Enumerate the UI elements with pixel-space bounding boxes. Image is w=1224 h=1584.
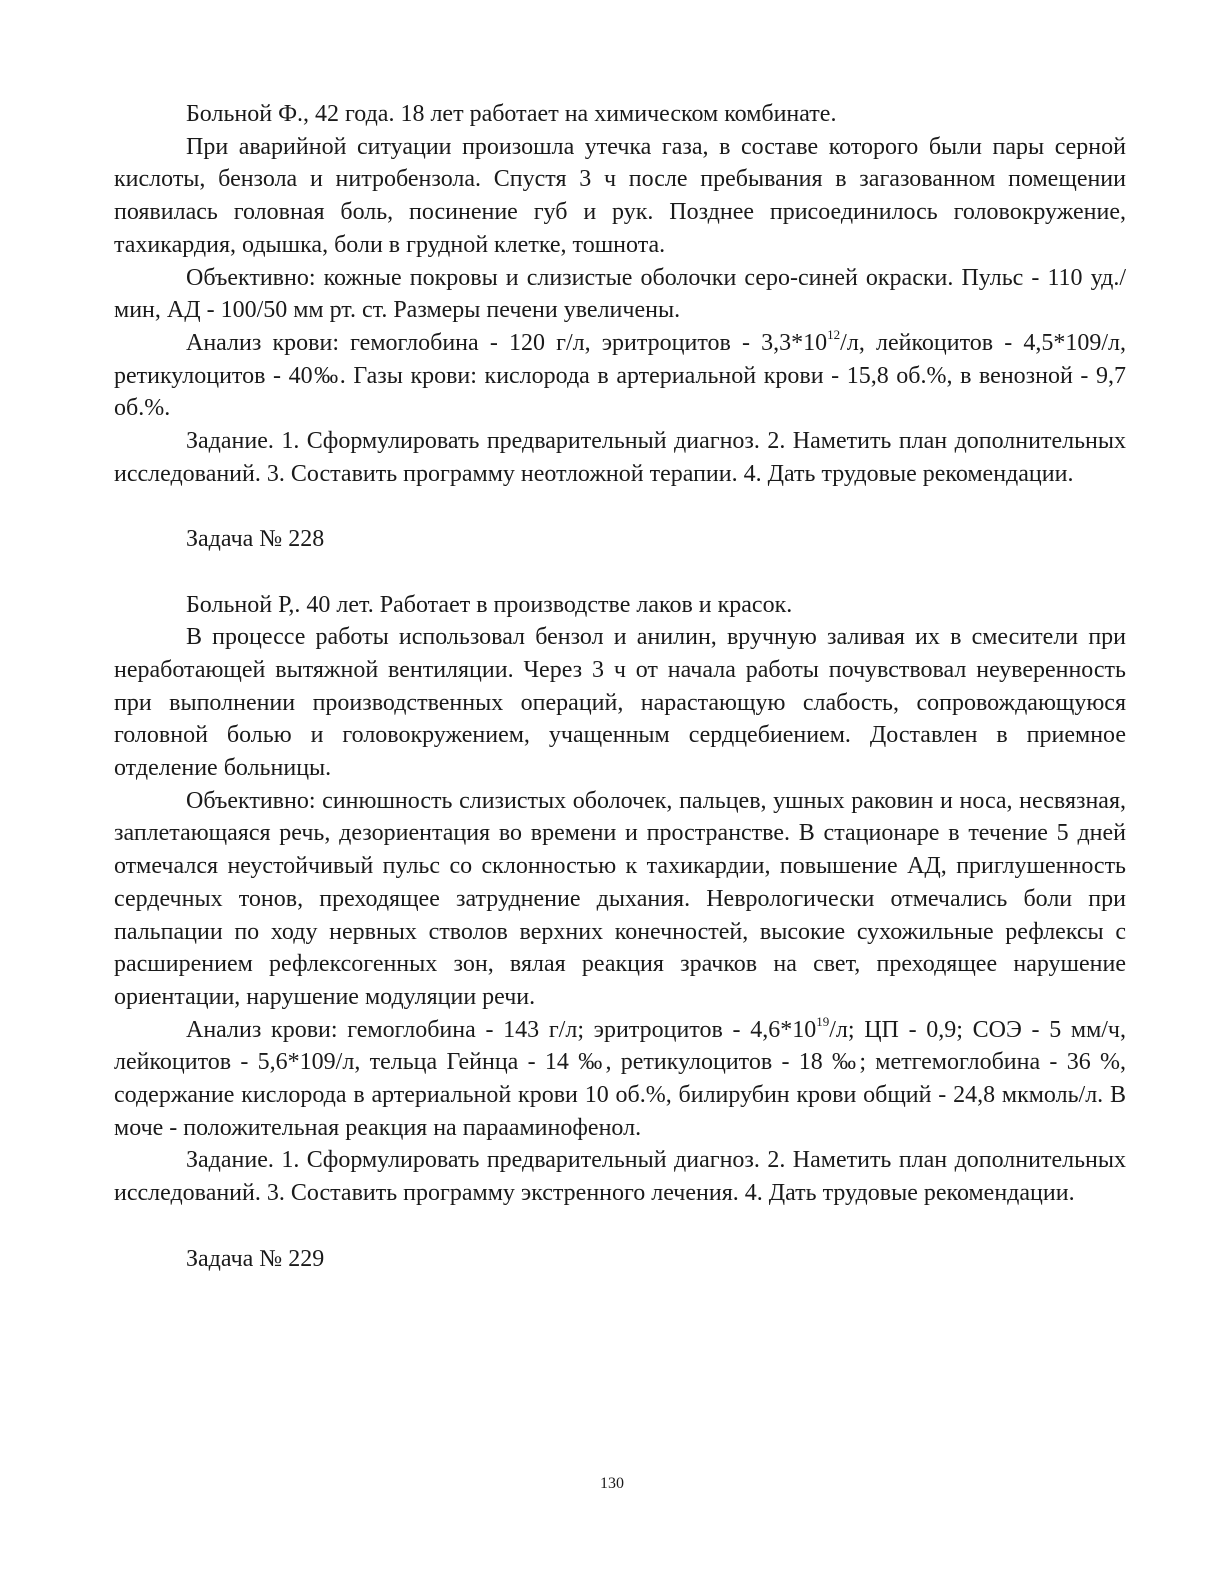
case2-objective: Объективно: синюшность слизистых оболочек, пальцев, ушных раковин и носа, несвязная, заплетающаяся речь, дезориентация во времени и пространстве. В стационаре в течение 5 дней отмечался неустойчивый пульс со склонностью к тахикардии, повышение АД, приглушенность сердечных тонов, преходящее затруднение дыхания. Неврологически отмечались боли при пальпации по ходу нервных стволов верхних конечностей, высокие сухожильные рефлексы с расширением рефлексогенных зон, вялая реакция зрачков на свет, преходящее нарушение ориентации, нарушение модуляции речи. — [114, 787, 1126, 1010]
task-heading-228: Задача № 228 — [186, 526, 325, 553]
case1-history: При аварийной ситуации произошла утечка газа, в составе которого были пары серной кислоты, бензола и нитробензола. Спустя 3 ч после пребывания в загазованном помещении появилась головная боль, посинение губ и рук. Позднее присоединилось головокружение, тахикардия, одышка, боли в грудной клетке, тошнота. — [114, 133, 1126, 258]
document-page — [114, 98, 1126, 1275]
spacer — [114, 1210, 1126, 1243]
case2-blood-text-a: Анализ крови: гемоглобина - 143 г/л; эритроцитов - 4,6*10 — [186, 1016, 817, 1043]
case1-blood-text-b: /л, лейкоцитов - 4,5*109/л, ретикулоцитов - 40‰. Газы крови: кислорода в артериальной крови - 15,8 об.%, в венозной - 9,7 об.%. — [114, 329, 1127, 422]
case2-task: Задание. 1. Сформулировать предварительный диагноз. 2. Наметить план дополнительных исследований. 3. Составить программу экстренного лечения. 4. Дать трудовые рекомендации. — [114, 1147, 1126, 1207]
case2-blood-exponent: 19 — [816, 1013, 830, 1029]
case1-blood-analysis — [114, 327, 1126, 425]
case1-objective: Объективно: кожные покровы и слизистые оболочки серо-синей окраски. Пульс - 110 уд./мин, АД - 100/50 мм рт. ст. Размеры печени увеличены. — [114, 264, 1126, 324]
case2-blood-text-b: /л; ЦП - 0,9; СОЭ - 5 мм/ч, лейкоцитов - 5,6*109/л, тельца Гейнца - 14 ‰, ретикулоцитов - 18 ‰; метгемоглобина - 36 %, содержание кислорода в артериальной крови 10 об.%, билирубин крови общий - 24,8 мкмоль/л. В моче - положительная реакция на парааминофенол. — [114, 1016, 1126, 1141]
page-number: 130 — [600, 1475, 624, 1492]
case1-blood-text-a: Анализ крови: гемоглобина - 120 г/л, эритроцитов - 3,3*10 — [186, 329, 828, 356]
case1-blood-exponent: 12 — [827, 326, 841, 342]
case2-blood-analysis — [114, 1014, 1126, 1145]
task-heading-229: Задача № 229 — [186, 1245, 325, 1272]
case2-intro: Больной Р,. 40 лет. Работает в производстве лаков и красок. — [186, 591, 793, 618]
spacer — [114, 490, 1126, 523]
spacer — [114, 556, 1126, 589]
case1-intro: Больной Ф., 42 года. 18 лет работает на химическом комбинате. — [186, 101, 837, 127]
case2-history: В процессе работы использовал бензол и анилин, вручную заливая их в смесители при неработающей вытяжной вентиляции. Через 3 ч от начала работы почувствовал неуверенность при выполнении производственных операций, нарастающую слабость, сопровождающуюся головной болью и головокружением, учащенным сердцебиением. Доставлен в приемное отделение больницы. — [114, 624, 1126, 782]
case1-task: Задание. 1. Сформулировать предварительный диагноз. 2. Наметить план дополнительных исследований. 3. Составить программу неотложной терапии. 4. Дать трудовые рекомендации. — [114, 428, 1126, 487]
